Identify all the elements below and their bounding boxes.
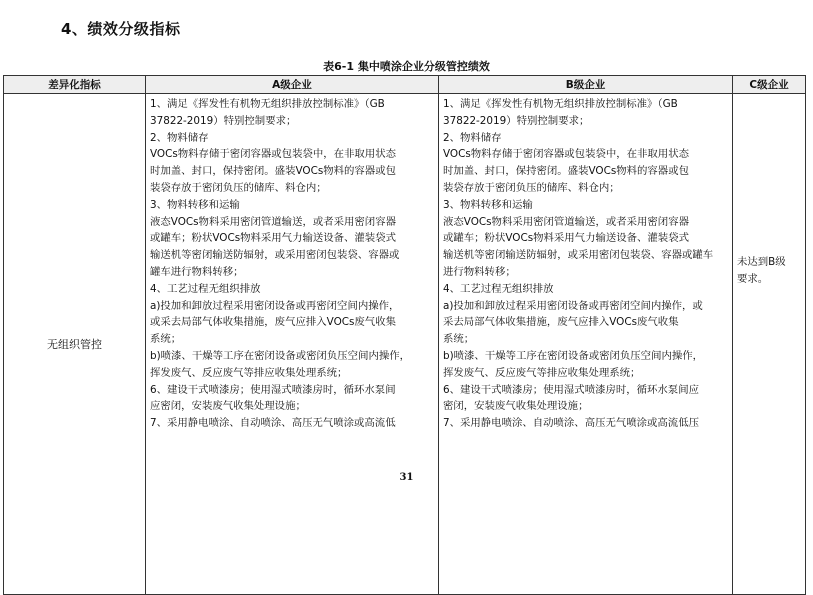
text-line: 液态VOCs物料采用密闭管道输送，或者采用密闭容器 bbox=[443, 215, 689, 228]
section-heading: 4、绩效分级指标 bbox=[61, 20, 181, 38]
grade-b-text bbox=[439, 94, 732, 436]
text-line: 输送机等密闭输送防辐射，或采用密闭包装袋、容器或 bbox=[150, 249, 400, 262]
text-line: 挥发废气、反应废气等排应收集处理系统； bbox=[443, 366, 641, 379]
performance-grading-table bbox=[3, 75, 806, 595]
text-line: VOCs物料存储于密闭容器或包装袋中，在非取用状态 bbox=[443, 148, 689, 161]
text-line: 2、物料储存 bbox=[150, 131, 209, 144]
text-line: b)喷漆、干燥等工序在密闭设备或密闭负压空间内操作， bbox=[150, 349, 411, 362]
text-line: 输送机等密闭输送防辐射，或采用密闭包装袋、容器或罐车 bbox=[443, 249, 714, 262]
page-number: 31 bbox=[399, 472, 414, 483]
text-line: 或罐车；粉状VOCs物料采用气力输送设备、灌装袋式 bbox=[443, 232, 689, 245]
text-line: a)投加和卸放过程采用密闭设备或再密闭空间内操作，或 bbox=[443, 299, 703, 312]
text-line: 或罐车；粉状VOCs物料采用气力输送设备、灌装袋式 bbox=[150, 232, 396, 245]
text-line: 1、满足《挥发性有机物无组织排放控制标准》（GB bbox=[443, 98, 678, 110]
header-grade-c: C级企业 bbox=[733, 76, 806, 94]
grade-a-text bbox=[146, 94, 438, 436]
text-line: 系统； bbox=[150, 333, 182, 346]
text-line: 时加盖、封口，保持密闭。盛装VOCs物料的容器或包 bbox=[443, 165, 689, 178]
text-line: 3、物料转移和运输 bbox=[443, 198, 533, 211]
text-line: 挥发废气、反应废气等排应收集处理系统； bbox=[150, 366, 348, 379]
text-line: 1、满足《挥发性有机物无组织排放控制标准》（GB bbox=[150, 98, 385, 110]
text-line: 37822-2019）特别控制要求； bbox=[150, 114, 297, 127]
text-line: 时加盖、封口，保持密闭。盛装VOCs物料的容器或包 bbox=[150, 165, 396, 178]
text-line: 2、物料储存 bbox=[443, 131, 502, 144]
text-line: 罐车进行物料转移； bbox=[150, 265, 244, 278]
text-line: 进行物料转移； bbox=[443, 265, 516, 278]
grade-a-cell bbox=[146, 94, 439, 595]
header-grade-a: A级企业 bbox=[146, 76, 439, 94]
text-line: 应密闭，安装废气收集处理设施； bbox=[150, 400, 306, 413]
text-line: 7、采用静电喷涂、自动喷涂、高压无气喷涂或高流低 bbox=[150, 417, 396, 430]
text-line: b)喷漆、干燥等工序在密闭设备或密闭负压空间内操作， bbox=[443, 349, 704, 362]
text-line: 4、工艺过程无组织排放 bbox=[150, 282, 261, 295]
row-label: 无组织管控 bbox=[4, 94, 146, 595]
text-line: 37822-2019）特别控制要求； bbox=[443, 114, 590, 127]
text-line: 系统； bbox=[443, 333, 475, 346]
text-line: 6、建设干式喷漆房；使用湿式喷漆房时，循环水泵间应 bbox=[443, 383, 699, 396]
text-line: a)投加和卸放过程采用密闭设备或再密闭空间内操作， bbox=[150, 299, 400, 312]
text-line: 液态VOCs物料采用密闭管道输送，或者采用密闭容器 bbox=[150, 215, 396, 228]
grade-c-text bbox=[733, 94, 805, 594]
text-line: 或采去局部气体收集措施，废气应排入VOCs废气收集 bbox=[150, 316, 396, 329]
text-line: 未达到B级 bbox=[737, 256, 786, 268]
text-line: 密闭，安装废气收集处理设施； bbox=[443, 400, 589, 413]
table-caption: 表6-1 集中喷涂企业分级管控绩效 bbox=[323, 60, 490, 73]
text-line: VOCs物料存储于密闭容器或包装袋中，在非取用状态 bbox=[150, 148, 396, 161]
text-line: 6、建设干式喷漆房；使用湿式喷漆房时，循环水泵间 bbox=[150, 383, 396, 396]
grade-b-cell bbox=[439, 94, 733, 595]
table-header-row bbox=[4, 76, 806, 94]
text-line: 要求。 bbox=[737, 272, 769, 285]
table-row bbox=[4, 94, 806, 595]
text-line: 装袋存放于密闭负压的储库、料仓内； bbox=[150, 181, 327, 194]
header-grade-b: B级企业 bbox=[439, 76, 733, 94]
text-line: 采去局部气体收集措施，废气应排入VOCs废气收集 bbox=[443, 316, 679, 329]
text-line: 装袋存放于密闭负压的储库、料仓内； bbox=[443, 181, 620, 194]
header-indicator: 差异化指标 bbox=[4, 76, 146, 94]
text-line: 7、采用静电喷涂、自动喷涂、高压无气喷涂或高流低压 bbox=[443, 417, 699, 430]
text-line: 4、工艺过程无组织排放 bbox=[443, 282, 554, 295]
text-line: 3、物料转移和运输 bbox=[150, 198, 240, 211]
grade-c-cell bbox=[733, 94, 806, 595]
